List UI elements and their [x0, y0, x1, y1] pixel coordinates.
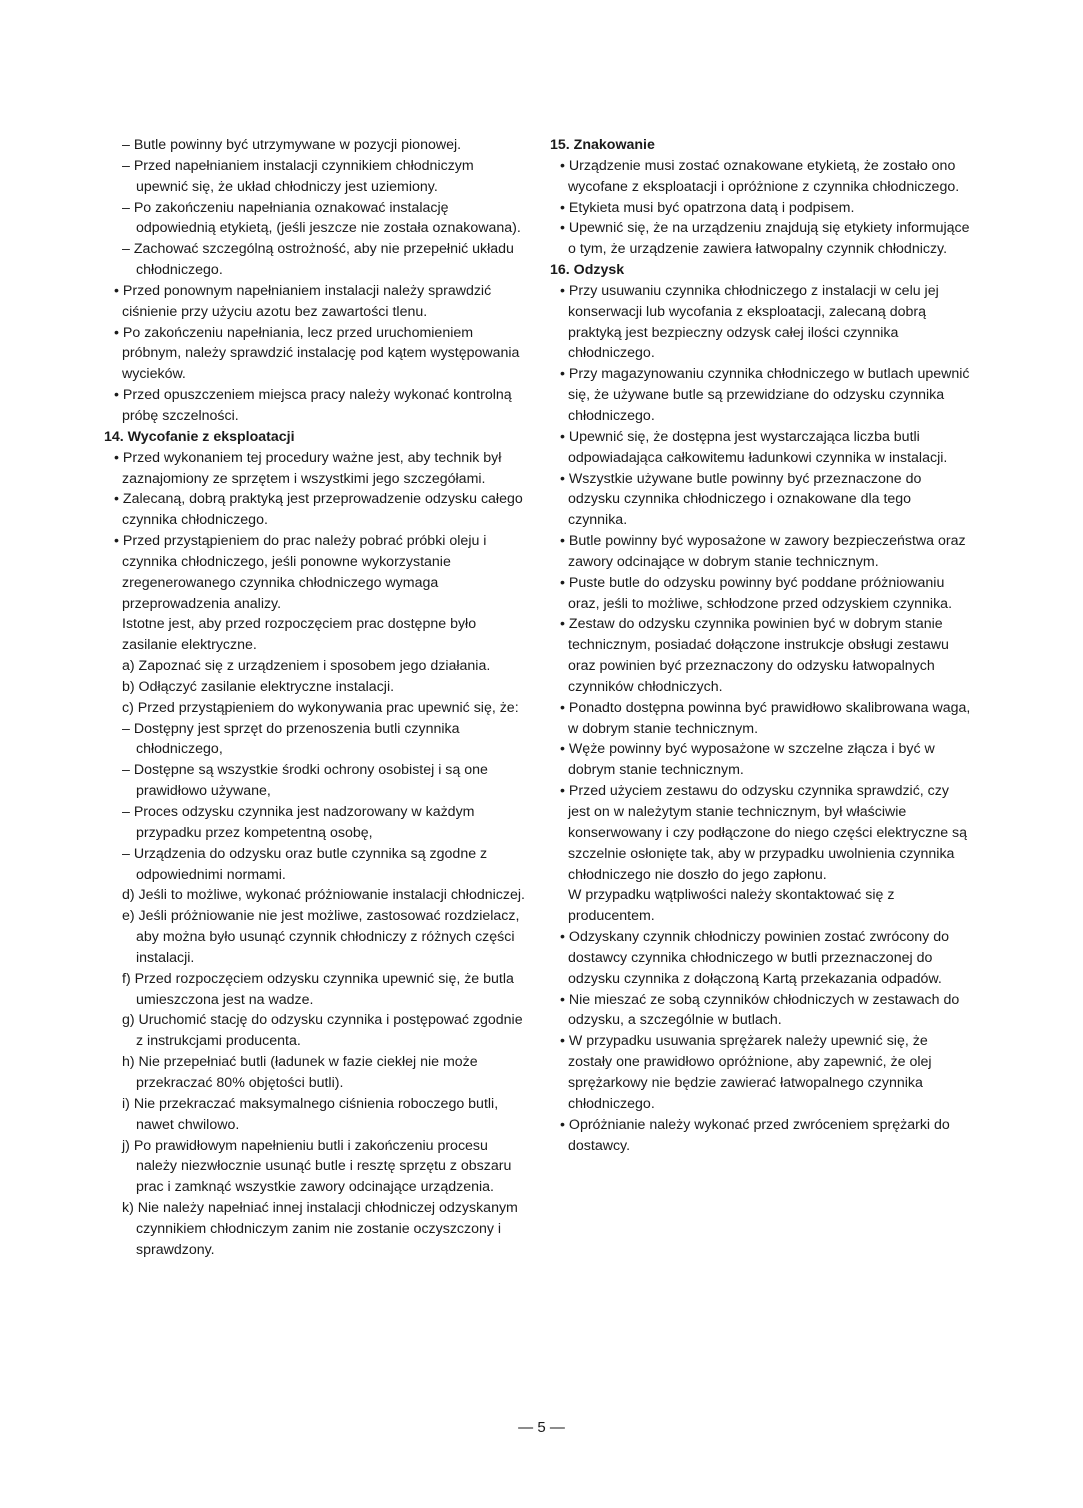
text-line: g) Uruchomić stację do odzysku czynnika i postępować zgodnie — [122, 1012, 523, 1029]
text-line: zostały one prawidłowo opróżnione, aby zapewnić, że olej — [568, 1054, 932, 1071]
text-line: odzysku, a szczególnie w butlach. — [568, 1012, 782, 1029]
text-line: • Zestaw do odzysku czynnika powinien być w dobrym stanie — [560, 616, 943, 633]
text-line: • Przed opuszczeniem miejsca pracy należy wykonać kontrolną — [114, 387, 512, 404]
text-line: zasilanie elektryczne. — [122, 637, 257, 654]
text-line: wycieków. — [122, 366, 186, 383]
page-number: — 5 — — [518, 1419, 565, 1436]
text-line: o tym, że urządzenie zawiera łatwopalny czynnik chłodniczy. — [568, 241, 948, 258]
text-line: – Butle powinny być utrzymywane w pozycji pionowej. — [122, 137, 462, 153]
text-line: • Przy usuwaniu czynnika chłodniczego z instalacji w celu jej — [560, 282, 939, 299]
text-line: dobrym stanie technicznym. — [568, 762, 744, 779]
text-line: z instrukcjami producenta. — [136, 1033, 301, 1050]
text-line: f) Przed rozpoczęciem odzysku czynnika upewnić się, że butla — [122, 970, 514, 987]
text-line: c) Przed przystąpieniem do wykonywania prac upewnić się, że: — [122, 699, 519, 716]
text-line: • Przed przystąpieniem do prac należy pobrać próbki oleju i — [114, 533, 487, 550]
text-line: • Upewnić się, że dostępna jest wystarczająca liczba butli — [560, 428, 920, 445]
text-line: • Butle powinny być wyposażone w zawory bezpieczeństwa oraz — [560, 533, 966, 550]
text-line: dostawcy. — [568, 1137, 631, 1154]
text-line: odpowiednią etykietą, (jeśli jeszcze nie została oznakowana). — [136, 220, 521, 237]
text-line: • Opróżnianie należy wykonać przed zwróceniem sprężarki do — [560, 1116, 950, 1133]
text-line: sprężarkowy nie będzie zawierać łatwopalnego czynnika — [568, 1074, 923, 1091]
text-line: technicznym, posiadać dołączone instrukcje obsługi zestawu — [568, 637, 949, 654]
text-line: dostawcy czynnika chłodniczego w butli przeznaczonej do — [568, 949, 933, 966]
text-line: przeprowadzenia analizy. — [122, 595, 282, 612]
text-line: prawidłowo używane, — [136, 783, 271, 800]
text-line: ciśnienie przy użyciu azotu bez zawartości tlenu. — [122, 303, 428, 320]
text-line: się, że używane butle są przewidziane do odzysku czynnika — [568, 387, 945, 404]
text-line: przypadku przez kompetentną osobę, — [136, 824, 373, 841]
text-line: • Przed użyciem zestawu do odzysku czynnika sprawdzić, czy — [560, 783, 949, 800]
text-line: zaznajomiony ze sprzętem i wszystkimi jego szczegółami. — [122, 470, 486, 487]
text-line: • Przed wykonaniem tej procedury ważne jest, aby technik był — [114, 449, 502, 466]
text-line: – Proces odzysku czynnika jest nadzorowany w każdym — [122, 804, 475, 820]
text-line: instalacji. — [136, 949, 195, 966]
text-line: upewnić się, że układ chłodniczy jest uziemiony. — [136, 178, 438, 195]
text-line: – Urządzenia do odzysku oraz butle czynnika są zgodne z — [122, 845, 488, 862]
text-line: aby można było usunąć czynnik chłodniczy z różnych części — [136, 929, 515, 946]
right-column — [550, 135, 982, 1156]
text-line: chłodniczego. — [568, 407, 655, 424]
text-line: odpowiednimi normami. — [136, 866, 286, 883]
text-line: W przypadku wątpliwości należy skontaktować się z — [568, 887, 895, 904]
text-line: – Dostępne są wszystkie środki ochrony osobistej i są one — [122, 762, 488, 779]
text-line: chłodniczego, — [136, 741, 223, 758]
text-line: • W przypadku usuwania sprężarek należy upewnić się, że — [560, 1033, 928, 1050]
text-line: zawory odcinające w dobrym stanie technicznym. — [568, 553, 879, 570]
text-line: konserwowany i czy podłączone do niego części elektryczne są — [568, 824, 968, 841]
text-line: – Zachować szczególną ostrożność, aby nie przepełnić układu — [122, 241, 514, 258]
text-line: umieszczona jest na wadze. — [136, 991, 314, 1008]
text-line: czynnika chłodniczego. — [122, 512, 268, 529]
text-line: chłodniczego. — [136, 262, 223, 279]
text-line: • Etykieta musi być opatrzona datą i podpisem. — [560, 199, 855, 216]
text-line: czynnikiem chłodniczym zanim nie zostanie oczyszczony i — [136, 1220, 502, 1237]
text-line: oraz, jeśli to możliwe, schłodzone przed odzyskiem czynnika. — [568, 595, 953, 612]
text-line: j) Po prawidłowym napełnieniu butli i zakończeniu procesu — [122, 1137, 488, 1154]
text-line: jest on w należytym stanie technicznym, był właściwie — [568, 804, 907, 820]
text-line: próbę szczelności. — [122, 407, 239, 424]
text-line: • Węże powinny być wyposażone w szczelne złącza i być w — [560, 741, 935, 758]
text-line: a) Zapoznać się z urządzeniem i sposobem jego działania. — [122, 658, 491, 675]
text-line: chłodniczego nie doszło do jego zapłonu. — [568, 866, 827, 883]
text-line: odzysku czynnika chłodniczego i oznakowane dla tego — [568, 491, 912, 508]
text-line: zregenerowanego czynnika chłodniczego wymaga — [122, 574, 439, 591]
text-line: • Po zakończeniu napełniania, lecz przed uruchomieniem — [114, 324, 474, 341]
text-line: • Zalecaną, dobrą praktyką jest przeprowadzenie odzysku całego — [114, 491, 523, 508]
text-line: – Przed napełnianiem instalacji czynnikiem chłodniczym — [122, 157, 474, 174]
text-line: • Przed ponownym napełnianiem instalacji należy sprawdzić — [114, 282, 492, 299]
text-line: czynnika chłodniczego, jeśli ponowne wykorzystanie — [122, 553, 451, 570]
text-line: konserwacji lub wycofania z eksploatacji, zalecaną dobrą — [568, 303, 927, 320]
text-line: – Dostępny jest sprzęt do przenoszenia butli czynnika — [122, 720, 460, 737]
text-line: • Wszystkie używane butle powinny być przeznaczone do — [560, 470, 922, 487]
text-line: • Przy magazynowaniu czynnika chłodniczego w butlach upewnić — [560, 366, 970, 383]
text-line: wycofane z eksploatacji i opróżnione z czynnika chłodniczego. — [568, 178, 960, 195]
text-line: chłodniczego. — [568, 1095, 655, 1112]
text-line: • Puste butle do odzysku powinny być poddane próżniowaniu — [560, 574, 945, 591]
section-heading: 14. Wycofanie z eksploatacji — [104, 428, 295, 445]
text-line: szczelnie osłonięte tak, aby w przypadku uwolnienia czynnika — [568, 845, 955, 862]
text-line: praktyką jest bezpieczny odzysk całej ilości czynnika — [568, 324, 899, 341]
text-line: prac i zamknąć wszystkie zawory odcinające urządzenia. — [136, 1179, 494, 1196]
text-line: k) Nie należy napełniać innej instalacji chłodniczej odzyskanym — [122, 1200, 518, 1217]
text-line: • Urządzenie musi zostać oznakowane etykietą, że zostało ono — [560, 157, 956, 174]
text-line: oraz powinien być przeznaczony do odzysku łatwopalnych — [568, 658, 935, 675]
text-line: – Po zakończeniu napełniania oznakować instalację — [122, 199, 449, 216]
section-heading: 16. Odzysk — [550, 262, 625, 279]
text-line: odzysku czynnika z dołączoną Kartą przekazania odpadów. — [568, 970, 942, 987]
text-line: i) Nie przekraczać maksymalnego ciśnienia roboczego butli, — [122, 1095, 499, 1112]
text-line: w dobrym stanie technicznym. — [568, 720, 759, 737]
text-line: Istotne jest, aby przed rozpoczęciem prac dostępne było — [122, 616, 477, 633]
text-line: h) Nie przepełniać butli (ładunek w fazie ciekłej nie może — [122, 1054, 478, 1071]
text-line: • Nie mieszać ze sobą czynników chłodniczych w zestawach do — [560, 991, 960, 1008]
text-line: d) Jeśli to możliwe, wykonać próżniowanie instalacji chłodniczej. — [122, 887, 525, 904]
section-heading: 15. Znakowanie — [550, 137, 655, 153]
text-line: próbnym, należy sprawdzić instalację pod kątem występowania — [122, 345, 520, 362]
text-line: producentem. — [568, 908, 655, 925]
text-line: • Ponadto dostępna powinna być prawidłowo skalibrowana waga, — [560, 699, 971, 716]
text-line: • Upewnić się, że na urządzeniu znajdują się etykiety informujące — [560, 220, 970, 237]
text-line: e) Jeśli próżniowanie nie jest możliwe, zastosować rozdzielacz, — [122, 908, 520, 925]
text-line: czynników chłodniczych. — [568, 678, 723, 695]
text-line: sprawdzony. — [136, 1241, 215, 1258]
text-line: b) Odłączyć zasilanie elektryczne instalacji. — [122, 678, 395, 695]
text-line: należy niezwłocznie usunąć butle i resztę sprzętu z obszaru — [136, 1158, 512, 1175]
left-column — [104, 135, 536, 1261]
text-line: nawet chwilowo. — [136, 1116, 240, 1133]
text-line: czynnika. — [568, 512, 628, 529]
text-line: • Odzyskany czynnik chłodniczy powinien zostać zwrócony do — [560, 929, 949, 946]
text-line: przekraczać 80% objętości butli). — [136, 1074, 344, 1091]
text-line: odpowiadająca całkowitemu ładunkowi czynnika w instalacji. — [568, 449, 948, 466]
text-line: chłodniczego. — [568, 345, 655, 362]
